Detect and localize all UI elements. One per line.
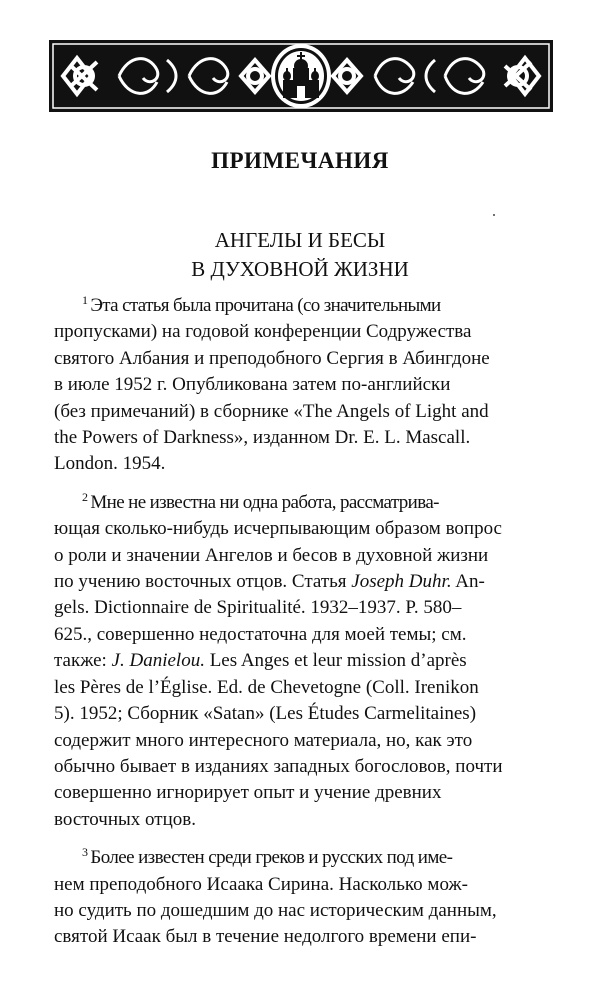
note-line: ющая сколько-нибудь исчерпывающим образом вопрос bbox=[54, 518, 502, 540]
note-line: $^1$ Эта статья была прочитана (со значительными bbox=[82, 293, 441, 316]
note-line: святого Албания и преподобного Сергия в Абингдоне bbox=[54, 347, 490, 369]
church-medallion-icon bbox=[271, 44, 331, 108]
note-3 bbox=[54, 839, 548, 951]
note-line: в июле 1952 г. Опубликована затем по-английски bbox=[54, 374, 451, 396]
note-line: также: J. Danielou. Les Anges et leur mission d’après bbox=[54, 650, 467, 672]
note-line: нем преподобного Исаака Сирина. Насколько мож- bbox=[54, 873, 468, 895]
note-number: 1 bbox=[82, 293, 88, 307]
note-line: (без примечаний) в сборнике «The Angels of Light and bbox=[54, 400, 489, 422]
note-line: содержит много интересного материала, но, как это bbox=[54, 729, 473, 751]
note-line: les Pères de l’Église. Ed. de Chevetogne (Coll. Irenikon bbox=[54, 676, 479, 698]
note-number: 2 bbox=[82, 489, 88, 504]
note-line: о роли и значении Ангелов и бесов в духовной жизни bbox=[54, 544, 489, 566]
note-line: пропусками) на годовой конференции Содружества bbox=[54, 321, 472, 343]
note-line: совершенно игнорирует опыт и учение древних bbox=[54, 782, 442, 804]
section-title-line-2: В ДУХОВНОЙ ЖИЗНИ bbox=[191, 257, 409, 281]
note-line: 625., совершенно недостаточна для моей темы; см. bbox=[54, 623, 467, 645]
note-line: 5). 1952; Сборник «Satan» (Les Études Carmelitaines) bbox=[54, 703, 477, 725]
author-name: Joseph Duhr. bbox=[351, 571, 452, 593]
note-2 bbox=[54, 484, 548, 833]
section-title bbox=[0, 226, 600, 284]
note-line: но судить по дошедшим до нас историческим данным, bbox=[54, 899, 497, 921]
note-line: $^2$ Мне не известна ни одна работа, рассматрива- bbox=[82, 489, 439, 513]
note-line: святой Исаак был в течение недолгого времени епи- bbox=[54, 926, 477, 948]
page-title: ПРИМЕЧАНИЯ bbox=[211, 148, 389, 173]
celtic-knot-church-banner-icon bbox=[49, 40, 553, 112]
notes-body bbox=[54, 287, 548, 957]
note-line: the Powers of Darkness», изданном Dr. E. L. Mascall. bbox=[54, 427, 471, 449]
note-line: по учению восточных отцов. Статья Joseph Duhr. An- bbox=[54, 571, 485, 593]
header-ornament bbox=[49, 40, 553, 112]
note-line: $^3$ Более известен среди греков и русских под име- bbox=[82, 845, 453, 869]
note-line: обычно бывает в изданиях западных богословов, почти bbox=[54, 755, 503, 777]
note-number: 3 bbox=[82, 845, 88, 860]
note-line: London. 1954. bbox=[54, 453, 166, 475]
note-line: восточных отцов. bbox=[54, 808, 196, 830]
note-line: gels. Dictionnaire de Spiritualité. 1932–1937. P. 580– bbox=[54, 597, 462, 619]
author-name: J. Danielou. bbox=[111, 650, 205, 672]
section-title-line-1: АНГЕЛЫ И БЕСЫ bbox=[214, 228, 386, 252]
note-1 bbox=[54, 287, 548, 478]
print-speck bbox=[493, 214, 495, 216]
